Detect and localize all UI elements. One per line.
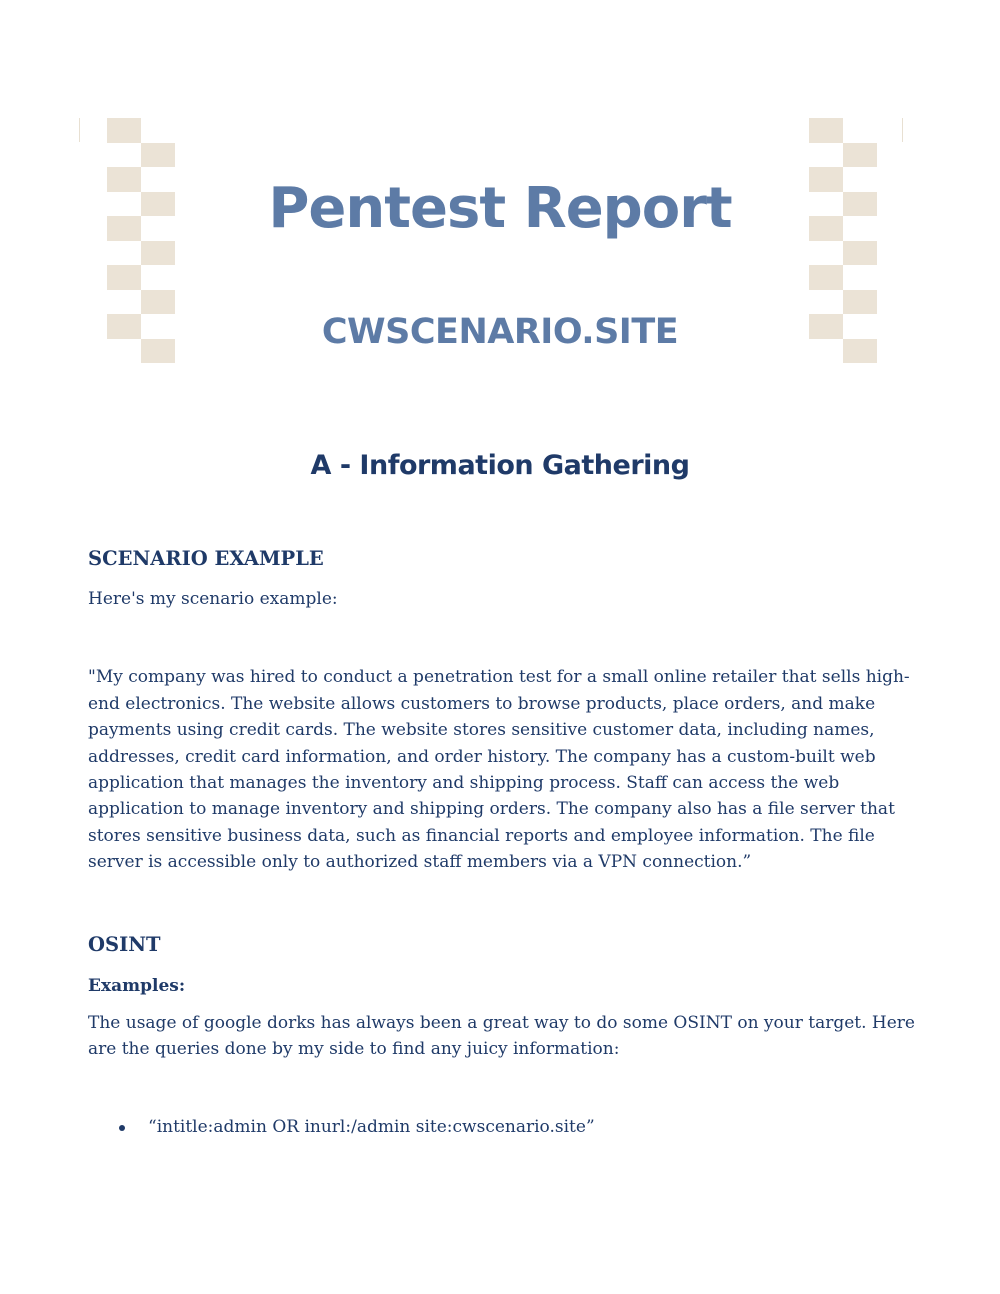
- bullet-icon: [119, 1125, 125, 1131]
- osint-intro: The usage of google dorks has always been a great way to do some OSINT on your target. Here are the queries done by my side to find any juicy information:: [88, 1012, 915, 1060]
- scenario-intro: Here's my scenario example:: [88, 589, 338, 609]
- checker-square: [141, 290, 175, 315]
- dork-query-text: “intitle:admin OR inurl:/admin site:cwscenario.site”: [148, 1117, 595, 1138]
- scenario-section: [88, 544, 918, 876]
- checker-square: [843, 143, 877, 168]
- checker-square: [809, 118, 843, 143]
- report-subtitle: CWSCENARIO.SITE: [321, 312, 679, 352]
- checker-square: [141, 143, 175, 168]
- osint-section: [88, 930, 918, 1141]
- checker-square: [107, 118, 141, 143]
- osint-heading: OSINT: [88, 932, 161, 956]
- dork-query-list: [88, 1114, 918, 1140]
- report-content: [88, 544, 918, 1140]
- checker-square: [809, 265, 843, 290]
- report-title: Pentest Report: [268, 176, 732, 241]
- right-edge-line: [902, 118, 903, 142]
- osint-subheading: Examples:: [88, 975, 186, 996]
- report-header: [0, 0, 1000, 400]
- scenario-quote: "My company was hired to conduct a penetration test for a small online retailer that sells high-end electronics. The website allows customers to browse products, place orders, and make payments using credit cards. The website stores sensitive customer data, including names, addresses, credit card information, and order history. The company has a custom-built web application that manages the inventory and shipping process. Staff can access the web application to manage inventory and shipping orders. The company also has a file server that stores sensitive business data, such as financial reports and employee information. The file server is accessible only to authorized staff members via a VPN connection.”: [88, 667, 910, 873]
- left-edge-line: [79, 118, 80, 142]
- scenario-heading: SCENARIO EXAMPLE: [88, 547, 324, 570]
- checker-square: [107, 265, 141, 290]
- section-title: A - Information Gathering: [310, 450, 690, 481]
- checker-square: [843, 241, 877, 266]
- dork-query-item: [88, 1114, 918, 1140]
- checker-square: [843, 290, 877, 315]
- checker-square: [141, 241, 175, 266]
